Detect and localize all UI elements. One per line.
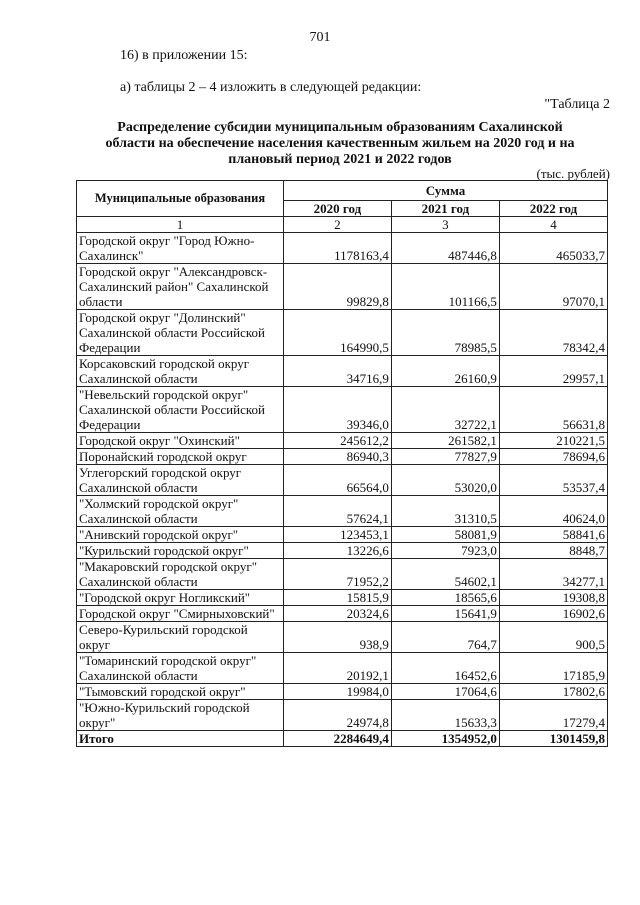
table-row <box>77 543 608 559</box>
municipality-name: Городской округ "Долинский" Сахалинской области Российской Федерации <box>77 310 284 356</box>
table-row <box>77 559 608 590</box>
value-2020: 938,9 <box>283 622 391 653</box>
total-label: Итого <box>77 731 284 747</box>
column-number: 2 <box>283 217 391 233</box>
table-row <box>77 387 608 433</box>
municipality-name: "Тымовский городской округ" <box>77 684 284 700</box>
municipality-name: Городской округ "Смирныховский" <box>77 606 284 622</box>
value-2021: 78985,5 <box>391 310 499 356</box>
value-2022: 58841,6 <box>499 527 607 543</box>
value-2022: 40624,0 <box>499 496 607 527</box>
municipality-name: "Макаровский городской округ" Сахалинской области <box>77 559 284 590</box>
municipality-name: "Анивский городской округ" <box>77 527 284 543</box>
value-2021: 54602,1 <box>391 559 499 590</box>
value-2020: 15815,9 <box>283 590 391 606</box>
value-2021: 487446,8 <box>391 233 499 264</box>
table-row <box>77 606 608 622</box>
table-row <box>77 449 608 465</box>
table-row <box>77 264 608 310</box>
value-2022: 8848,7 <box>499 543 607 559</box>
table-row <box>77 465 608 496</box>
value-2020: 24974,8 <box>283 700 391 731</box>
value-2021: 18565,6 <box>391 590 499 606</box>
value-2020: 66564,0 <box>283 465 391 496</box>
table-row <box>77 700 608 731</box>
header-year-2022: 2022 год <box>499 201 607 217</box>
value-2020: 39346,0 <box>283 387 391 433</box>
value-2021: 101166,5 <box>391 264 499 310</box>
table-row <box>77 233 608 264</box>
value-2022: 53537,4 <box>499 465 607 496</box>
value-2021: 261582,1 <box>391 433 499 449</box>
table-row <box>77 356 608 387</box>
header-year-2020: 2020 год <box>283 201 391 217</box>
total-row <box>77 731 608 747</box>
value-2022: 900,5 <box>499 622 607 653</box>
table-row <box>77 622 608 653</box>
municipality-name: Городской округ "Александровск- Сахалинский район" Сахалинской области <box>77 264 284 310</box>
table-body <box>77 233 608 747</box>
intro-line-1: 16) в приложении 15: <box>120 48 248 63</box>
municipality-name: Корсаковский городской округ Сахалинской области <box>77 356 284 387</box>
table-row <box>77 527 608 543</box>
value-2022: 78694,6 <box>499 449 607 465</box>
value-2020: 123453,1 <box>283 527 391 543</box>
table-row <box>77 653 608 684</box>
units-note: (тыс. рублей) <box>536 166 610 181</box>
value-2021: 16452,6 <box>391 653 499 684</box>
municipality-name: "Томаринский городской округ" Сахалинской области <box>77 653 284 684</box>
value-2022: 34277,1 <box>499 559 607 590</box>
table-label: "Таблица 2 <box>544 97 610 112</box>
value-2020: 20192,1 <box>283 653 391 684</box>
value-2021: 77827,9 <box>391 449 499 465</box>
value-2020: 34716,9 <box>283 356 391 387</box>
municipality-name: Городской округ "Город Южно- Сахалинск" <box>77 233 284 264</box>
table-row <box>77 433 608 449</box>
table-row <box>77 590 608 606</box>
table-row <box>77 684 608 700</box>
municipality-name: "Южно-Курильский городской округ" <box>77 700 284 731</box>
value-2021: 31310,5 <box>391 496 499 527</box>
column-number: 1 <box>77 217 284 233</box>
table-row <box>77 310 608 356</box>
table-title: Распределение субсидии муниципальным образованиям Сахалинской области на обеспечение населения качественным жильем на 2020 год и на плановый период 2021 и 2022 годов <box>105 120 575 167</box>
value-2022: 19308,8 <box>499 590 607 606</box>
value-2021: 764,7 <box>391 622 499 653</box>
municipality-name: "Невельский городской округ" Сахалинской области Российской Федерации <box>77 387 284 433</box>
value-2021: 32722,1 <box>391 387 499 433</box>
value-2021: 17064,6 <box>391 684 499 700</box>
value-2022: 29957,1 <box>499 356 607 387</box>
value-2022: 210221,5 <box>499 433 607 449</box>
value-2021: 53020,0 <box>391 465 499 496</box>
value-2022: 17279,4 <box>499 700 607 731</box>
subsidy-table <box>76 180 608 747</box>
total-2021: 1354952,0 <box>391 731 499 747</box>
value-2022: 465033,7 <box>499 233 607 264</box>
value-2021: 15641,9 <box>391 606 499 622</box>
page-number: 701 <box>309 30 331 45</box>
municipality-name: Углегорский городской округ Сахалинской области <box>77 465 284 496</box>
table-row <box>77 496 608 527</box>
municipality-name: Городской округ "Охинский" <box>77 433 284 449</box>
value-2021: 26160,9 <box>391 356 499 387</box>
value-2022: 97070,1 <box>499 264 607 310</box>
value-2022: 78342,4 <box>499 310 607 356</box>
municipality-name: Поронайский городской округ <box>77 449 284 465</box>
municipality-name: "Городской округ Ногликский" <box>77 590 284 606</box>
total-2022: 1301459,8 <box>499 731 607 747</box>
value-2020: 164990,5 <box>283 310 391 356</box>
value-2021: 58081,9 <box>391 527 499 543</box>
value-2020: 20324,6 <box>283 606 391 622</box>
header-sum: Сумма <box>283 181 607 201</box>
value-2020: 13226,6 <box>283 543 391 559</box>
value-2020: 57624,1 <box>283 496 391 527</box>
value-2020: 19984,0 <box>283 684 391 700</box>
municipality-name: "Холмский городской округ" Сахалинской области <box>77 496 284 527</box>
value-2022: 56631,8 <box>499 387 607 433</box>
value-2021: 7923,0 <box>391 543 499 559</box>
municipality-name: Северо-Курильский городской округ <box>77 622 284 653</box>
total-2020: 2284649,4 <box>283 731 391 747</box>
value-2020: 245612,2 <box>283 433 391 449</box>
intro-line-2: а) таблицы 2 – 4 изложить в следующей редакции: <box>120 80 422 95</box>
column-number: 4 <box>499 217 607 233</box>
value-2020: 71952,2 <box>283 559 391 590</box>
value-2020: 86940,3 <box>283 449 391 465</box>
value-2020: 99829,8 <box>283 264 391 310</box>
value-2022: 17185,9 <box>499 653 607 684</box>
value-2022: 17802,6 <box>499 684 607 700</box>
header-year-2021: 2021 год <box>391 201 499 217</box>
value-2021: 15633,3 <box>391 700 499 731</box>
value-2020: 1178163,4 <box>283 233 391 264</box>
header-municipalities: Муниципальные образования <box>77 181 284 217</box>
value-2022: 16902,6 <box>499 606 607 622</box>
municipality-name: "Курильский городской округ" <box>77 543 284 559</box>
column-number: 3 <box>391 217 499 233</box>
